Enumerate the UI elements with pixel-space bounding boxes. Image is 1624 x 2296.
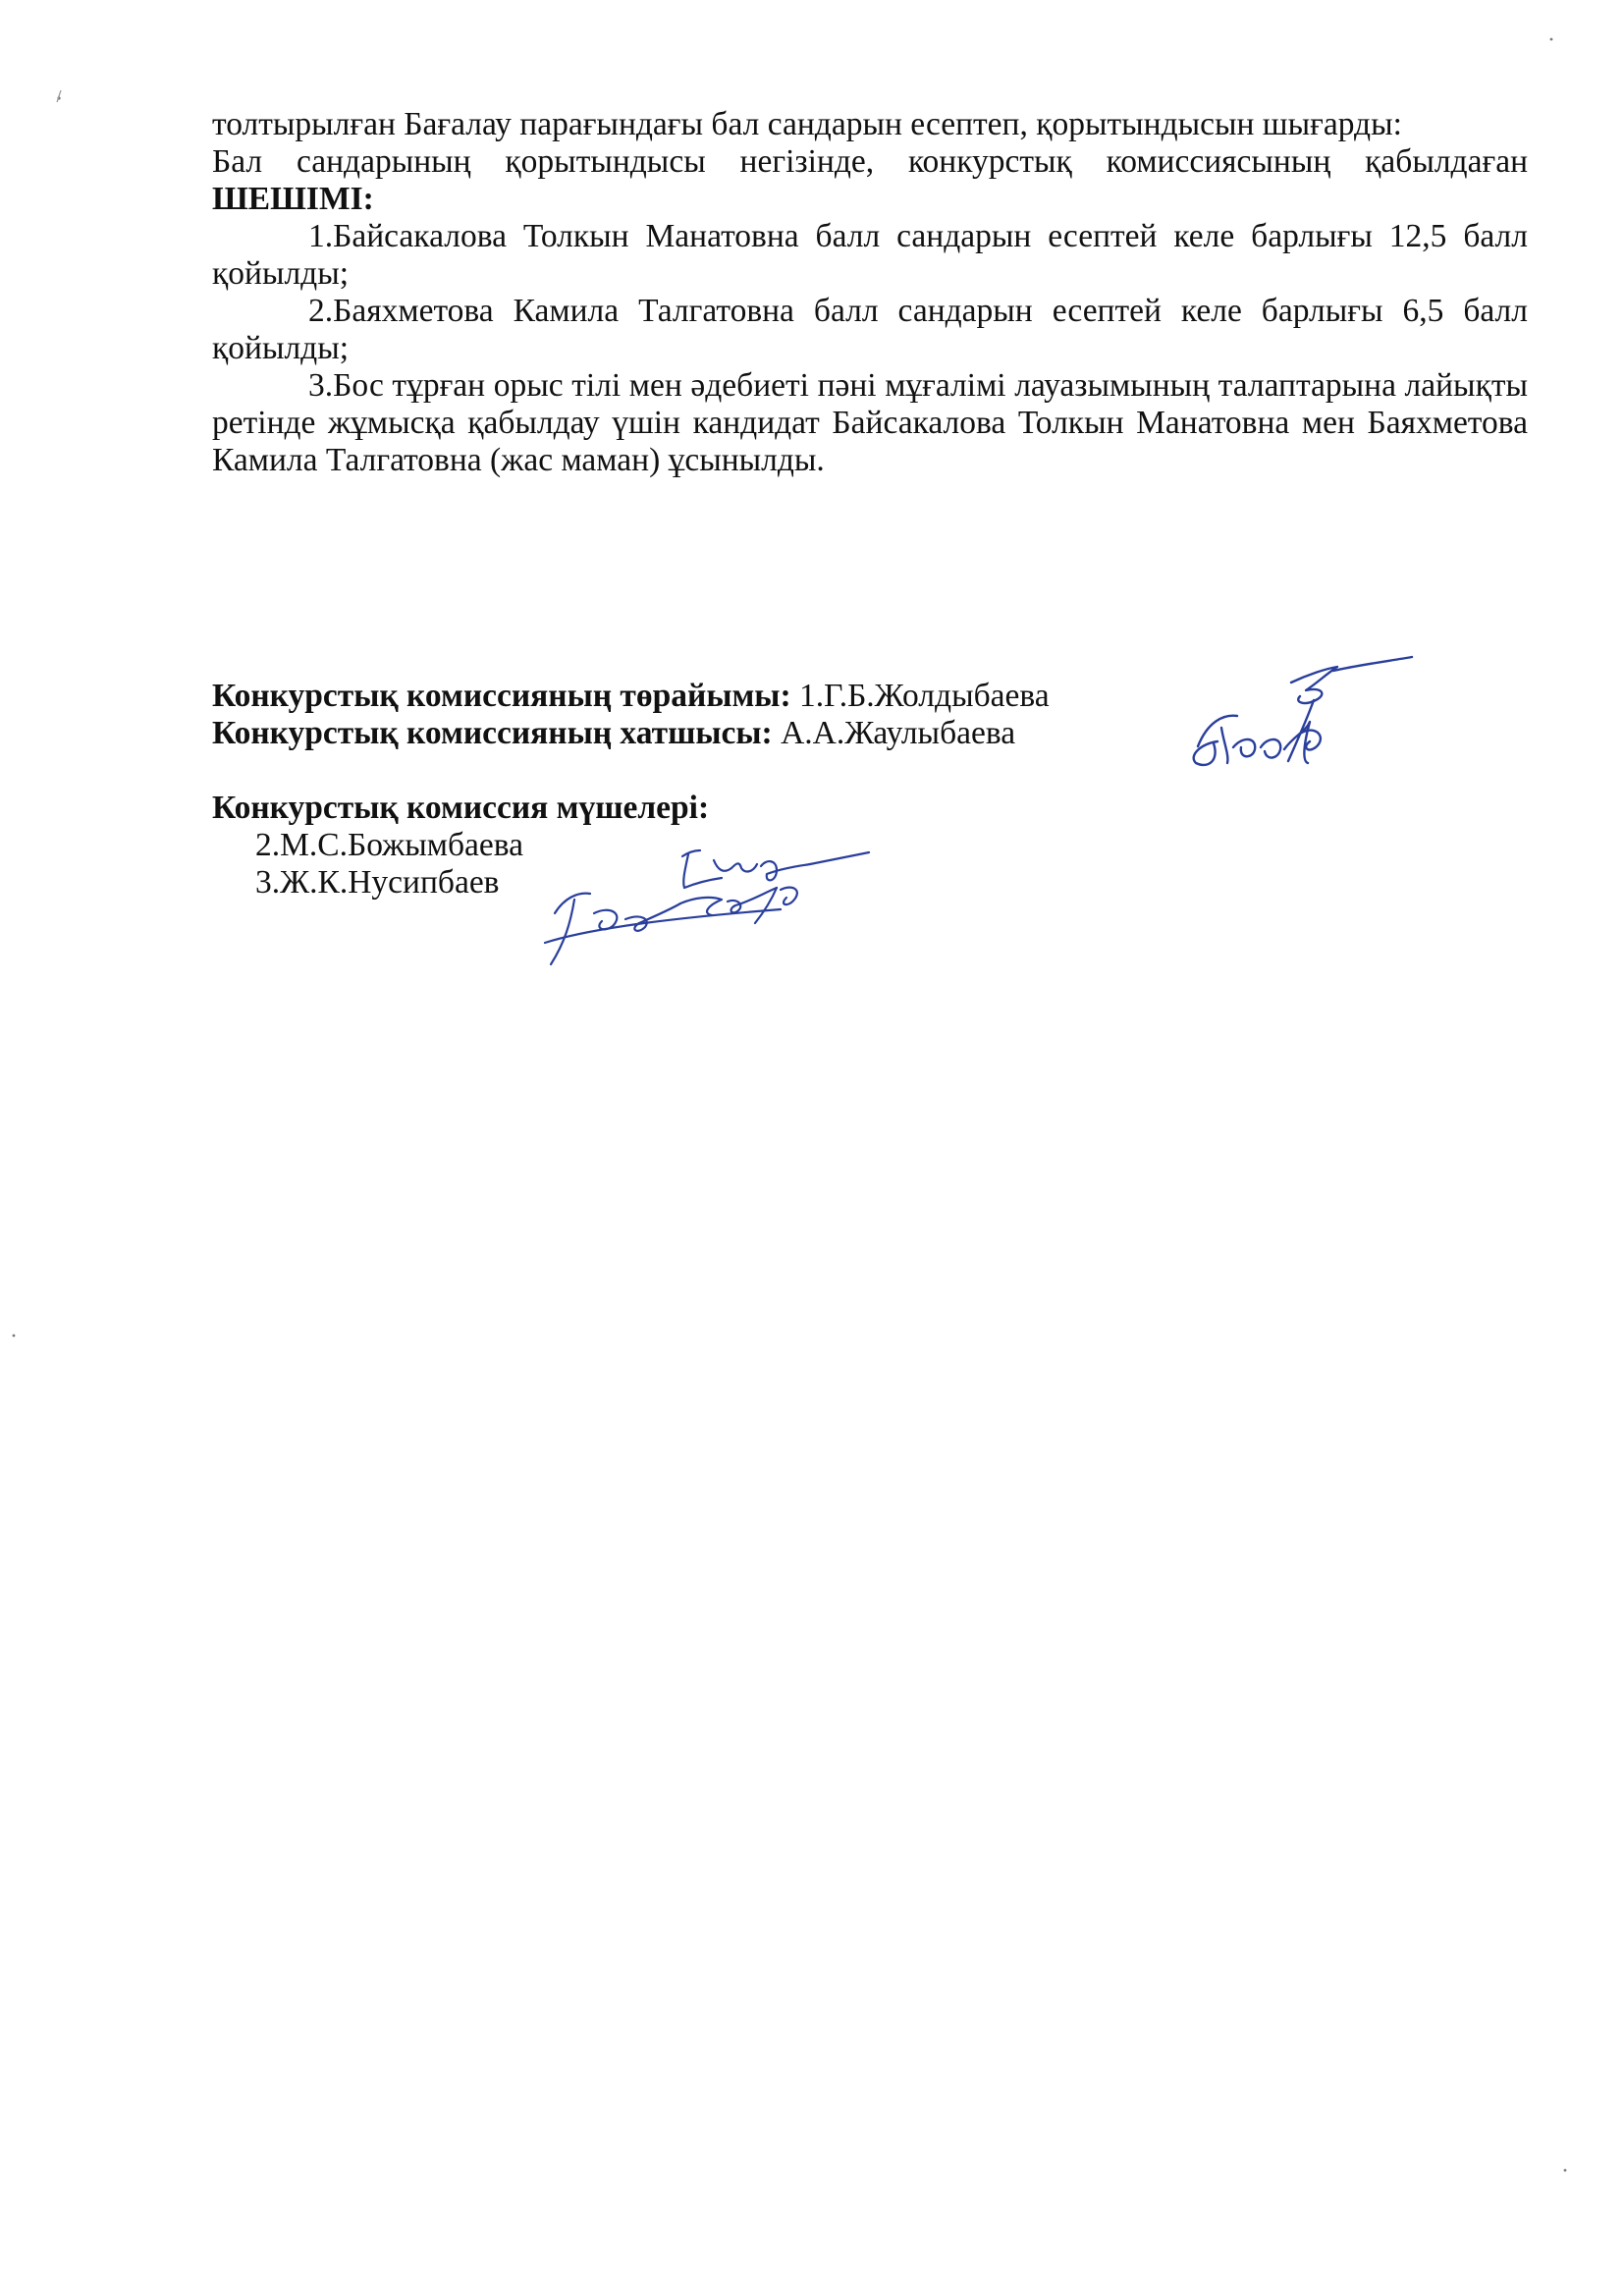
secretary-name: А.А.Жаулыбаева — [772, 715, 1016, 751]
decision-item-3: 3.Бос тұрған орыс тілі мен әдебиеті пәні мұғалімі лауазымының талаптарына лайықты ретінде жұмысқа қабылдау үшін кандидат Байсакалова Толкын Манатовна мен Баяхметова Камила Талгатовна (жас маман) ұсынылды. — [212, 367, 1528, 478]
decision-item-1: 1.Байсакалова Толкын Манатовна балл сандарын есептей келе барлығы 12,5 балл қойылды; — [212, 218, 1528, 292]
decision-intro-text: Бал сандарының қорытындысы негізінде, конкурстық комиссиясының қабылдаған — [212, 143, 1528, 180]
decision-item-2: 2.Баяхметова Камила Талгатовна балл сандарын есептей келе барлығы 6,5 балл қойылды; — [212, 293, 1528, 366]
paragraph-scores: толтырылған Бағалау парағындағы бал сандарын есептеп, қорытындысын шығарды: — [212, 106, 1402, 142]
secretary-label: Конкурстық комиссияның хатшысы: — [212, 715, 773, 751]
member-2-name: 2.М.С.Божымбаева — [255, 827, 524, 863]
chair-name: 1.Г.Б.Жолдыбаева — [790, 678, 1050, 714]
chair-label: Конкурстық комиссияның төрайымы: — [212, 678, 791, 714]
member-3-name: 3.Ж.К.Нусипбаев — [255, 864, 500, 901]
members-label: Конкурстық комиссия мүшелері: — [212, 790, 710, 826]
decision-heading: ШЕШІМІ: — [212, 181, 374, 217]
